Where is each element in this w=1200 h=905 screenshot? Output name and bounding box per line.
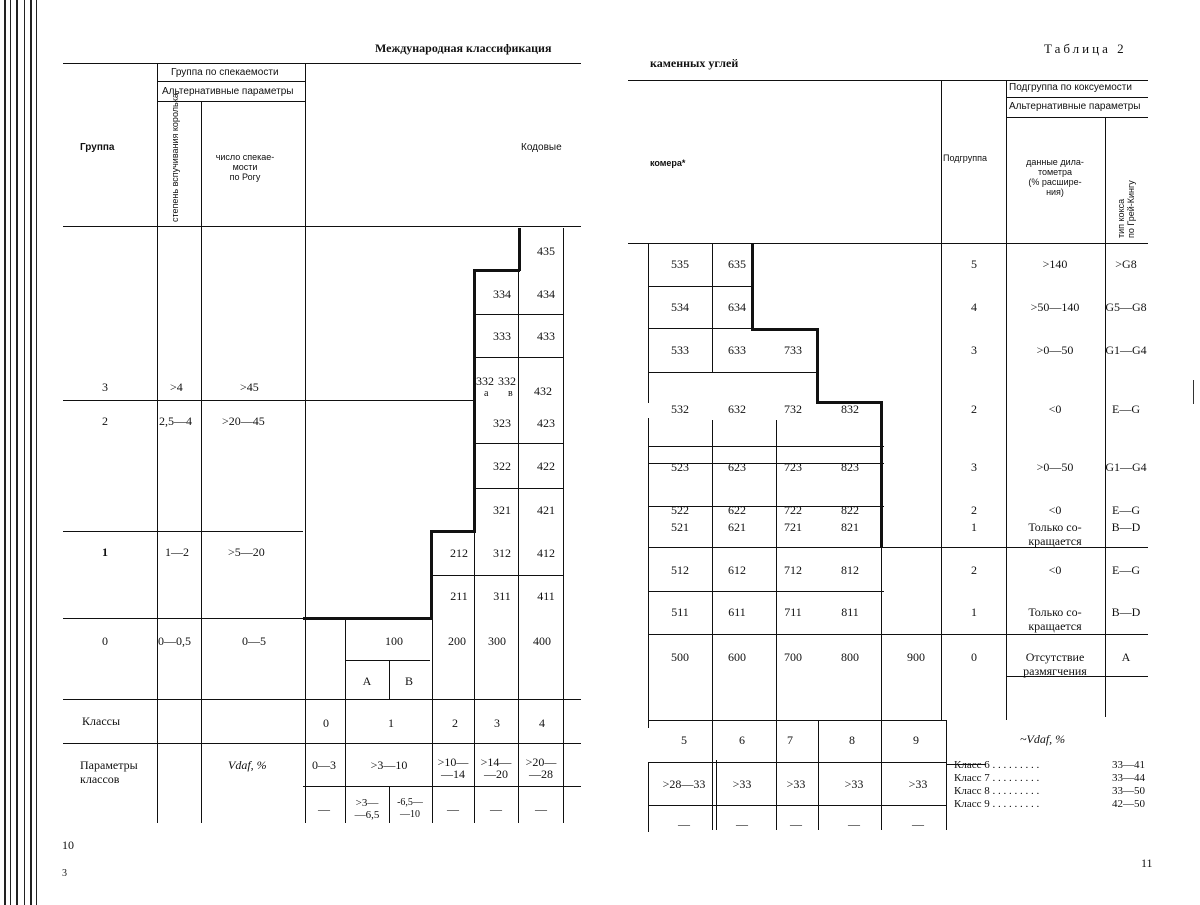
class-param-cell: >33 <box>786 777 806 791</box>
grey-king-cell: G1—G4 <box>1105 460 1147 474</box>
swelling-cell: >4 <box>170 380 183 394</box>
class-param-cell: >3— —6,5 <box>354 797 380 821</box>
roga-cell: 0—5 <box>242 634 266 648</box>
code-cell: 321 <box>493 503 511 517</box>
page-number: 10 <box>62 838 74 852</box>
coke-subgroup-header: Подгруппа по коксуемости <box>1009 82 1132 93</box>
grey-king-cell: G1—G4 <box>1105 343 1147 357</box>
code-cell: 434 <box>537 287 555 301</box>
code-cell: 311 <box>493 589 511 603</box>
class-note-value: 42—50 <box>1112 798 1145 810</box>
code-cell: 322 <box>493 459 511 473</box>
code-cell: 634 <box>728 300 746 314</box>
class-cell: 1 <box>388 716 394 730</box>
classes-label: Классы <box>82 714 121 728</box>
code-cell: 621 <box>728 520 746 534</box>
class-param-cell: — <box>318 802 330 816</box>
swelling-cell: 0—0,5 <box>158 634 191 648</box>
code-cell: 711 <box>784 605 802 619</box>
table-top-rule <box>63 63 581 64</box>
vdaf-label: Vdaf, % <box>228 758 267 772</box>
class-note-value: 33—41 <box>1112 759 1145 771</box>
class-cell: 3 <box>494 716 500 730</box>
class-cell: 9 <box>913 733 919 747</box>
subgroup-cell: 1 <box>971 605 977 619</box>
code-cell: 823 <box>841 460 859 474</box>
subgroup-cell: 5 <box>971 257 977 271</box>
grey-king-cell: B—D <box>1111 520 1141 534</box>
code-cell: 423 <box>537 416 555 430</box>
class-param-cell: — <box>447 802 459 816</box>
code-cell: 421 <box>537 503 555 517</box>
code-cell: 822 <box>841 503 859 517</box>
subgroup-cell: 4 <box>971 300 977 314</box>
code-cell: 733 <box>784 343 802 357</box>
code-cell: 411 <box>537 589 555 603</box>
code-cell: 332 <box>498 374 516 388</box>
subgroup-cell: 2 <box>971 503 977 517</box>
dilatometer-cell: <0 <box>1048 402 1062 416</box>
group-cell: 1 <box>102 545 108 559</box>
dilatometer-cell: <0 <box>1048 563 1062 577</box>
dash-cell: — <box>790 817 802 831</box>
code-cell: 432 <box>534 384 552 398</box>
class-note-value: 33—44 <box>1112 772 1145 784</box>
swelling-degree-header: степень вспучивания королька <box>170 93 180 222</box>
page-header: каменных углей <box>650 56 739 70</box>
chamber-label: комера* <box>650 158 686 168</box>
swelling-cell: 2,5—4 <box>159 414 192 428</box>
code-cell: 332 <box>476 374 494 388</box>
class-note-label: Класс 8 . . . . . . . . . <box>954 785 1040 797</box>
dash-cell: — <box>912 817 924 831</box>
dilatometer-cell: Отсутствие размягчения <box>1023 650 1087 678</box>
code-cell: 433 <box>537 329 555 343</box>
class-param-cell: >33 <box>844 777 864 791</box>
code-cell: 600 <box>728 650 746 664</box>
group-cell: 2 <box>102 414 108 428</box>
roga-cell: >5—20 <box>228 545 265 559</box>
grey-king-cell: E—G <box>1112 503 1140 517</box>
class-note-value: 33—50 <box>1112 785 1145 797</box>
page-number: 11 <box>1141 856 1153 870</box>
code-cell: 721 <box>784 520 802 534</box>
corner-mark: 3 <box>62 868 67 879</box>
code-cell: 700 <box>784 650 802 664</box>
code-cell: 712 <box>784 563 802 577</box>
class-param-cell: 0—3 <box>312 758 336 772</box>
code-cell: 535 <box>671 257 689 271</box>
dash-cell: — <box>736 817 748 831</box>
alt-params-header: Альтернативные параметры <box>162 86 294 97</box>
class-param-cell: >14— —20 <box>480 755 512 781</box>
code-cell: 333 <box>493 329 511 343</box>
swelling-cell: 1—2 <box>165 545 189 559</box>
vdaf-label: ~Vdaf, % <box>1020 732 1066 746</box>
code-cell: 723 <box>784 460 802 474</box>
code-cell: 632 <box>728 402 746 416</box>
code-cell: В <box>404 674 414 688</box>
grey-king-cell: G5—G8 <box>1105 300 1147 314</box>
code-cell: 821 <box>841 520 859 534</box>
code-cell: 521 <box>671 520 689 534</box>
class-param-cell: >10— —14 <box>437 755 469 781</box>
subgroup-cell: 2 <box>971 563 977 577</box>
dilatometer-cell: Только со- кращается <box>1028 520 1082 548</box>
group-cell: 0 <box>102 634 108 648</box>
roga-index-header: число спекае- мости по Рогу <box>215 152 275 182</box>
grey-king-cell: A <box>1121 650 1131 664</box>
code-header: Кодовые <box>521 142 562 153</box>
dilatometer-cell: Только со- кращается <box>1028 605 1082 633</box>
code-cell: 612 <box>728 563 746 577</box>
subgroup-header: Подгруппа <box>943 153 987 163</box>
grey-king-cell: >G8 <box>1115 257 1137 271</box>
class-cell: 6 <box>739 733 745 747</box>
code-cell: 100 <box>385 634 403 648</box>
dilatometer-cell: <0 <box>1048 503 1062 517</box>
page-header: Международная классификация <box>375 41 552 55</box>
right-page <box>600 0 1200 905</box>
grey-king-cell: E—G <box>1112 563 1140 577</box>
alt-params-header: Альтернативные параметры <box>1009 101 1141 112</box>
class-param-cell: — <box>535 802 547 816</box>
class-param-cell: — <box>490 802 502 816</box>
code-cell: 512 <box>671 563 689 577</box>
code-cell: 500 <box>671 650 689 664</box>
class-param-cell: >20— —28 <box>525 755 557 781</box>
dilatometer-cell: >50—140 <box>1030 300 1080 314</box>
dilatometer-cell: >140 <box>1042 257 1068 271</box>
code-cell: 800 <box>841 650 859 664</box>
dilatometer-cell: >0—50 <box>1036 343 1074 357</box>
edge-mark <box>1193 380 1194 404</box>
code-cell: 334 <box>493 287 511 301</box>
grey-king-cell: B—D <box>1111 605 1141 619</box>
class-cell: 7 <box>787 733 793 747</box>
code-cell: 633 <box>728 343 746 357</box>
code-cell: 200 <box>448 634 466 648</box>
group-cell: 3 <box>102 380 108 394</box>
roga-cell: >20—45 <box>222 414 265 428</box>
code-cell: 422 <box>537 459 555 473</box>
code-cell: 511 <box>671 605 689 619</box>
dash-cell: — <box>848 817 860 831</box>
subgroup-cell: 2 <box>971 402 977 416</box>
code-cell: 533 <box>671 343 689 357</box>
code-cell: 532 <box>671 402 689 416</box>
code-cell: 635 <box>728 257 746 271</box>
code-cell: 623 <box>728 460 746 474</box>
class-cell: 8 <box>849 733 855 747</box>
subgroup-cell: 1 <box>971 520 977 534</box>
code-cell: 212 <box>450 546 468 560</box>
class-note-label: Класс 6 . . . . . . . . . <box>954 759 1040 771</box>
code-subcell: в <box>508 388 513 399</box>
table-top-rule <box>628 80 1148 81</box>
dilatometer-cell: >0—50 <box>1036 460 1074 474</box>
class-param-cell: >33 <box>908 777 928 791</box>
class-cell: 5 <box>681 733 687 747</box>
class-cell: 4 <box>539 716 545 730</box>
class-param-cell: >28—33 <box>662 777 706 791</box>
code-cell: А <box>362 674 372 688</box>
class-cell: 2 <box>452 716 458 730</box>
dash-cell: — <box>678 817 690 831</box>
code-cell: 300 <box>488 634 506 648</box>
code-cell: 622 <box>728 503 746 517</box>
class-param-cell: >3—10 <box>370 758 408 772</box>
grey-king-header: тип кокса по Грей-Кингу <box>1116 180 1136 238</box>
group-header: Группа <box>80 142 115 153</box>
code-cell: 811 <box>841 605 859 619</box>
dilatometer-header: данные дила- тометра (% расшире- ния) <box>1026 157 1084 197</box>
code-cell: 412 <box>537 546 555 560</box>
code-cell: 812 <box>841 563 859 577</box>
code-cell: 435 <box>537 244 555 258</box>
class-note-label: Класс 7 . . . . . . . . . <box>954 772 1040 784</box>
class-cell: 0 <box>323 716 329 730</box>
code-cell: 323 <box>493 416 511 430</box>
code-subcell: а <box>484 388 489 399</box>
subgroup-cell: 3 <box>971 343 977 357</box>
class-note-label: Класс 9 . . . . . . . . . <box>954 798 1040 810</box>
grey-king-cell: E—G <box>1112 402 1140 416</box>
class-param-cell: >33 <box>732 777 752 791</box>
code-cell: 611 <box>728 605 746 619</box>
code-cell: 522 <box>671 503 689 517</box>
code-cell: 722 <box>784 503 802 517</box>
code-cell: 312 <box>493 546 511 560</box>
code-cell: 400 <box>533 634 551 648</box>
caking-group-header: Группа по спекаемости <box>171 67 279 78</box>
code-cell: 211 <box>450 589 468 603</box>
subgroup-cell: 3 <box>971 460 977 474</box>
class-params-label: Параметры классов <box>80 758 138 786</box>
code-cell: 534 <box>671 300 689 314</box>
code-cell: 832 <box>841 402 859 416</box>
class-param-cell: -6,5— —10 <box>397 797 423 820</box>
roga-cell: >45 <box>240 380 259 394</box>
code-cell: 732 <box>784 402 802 416</box>
code-cell: 900 <box>907 650 925 664</box>
table-title: Таблица 2 <box>1044 41 1127 56</box>
subgroup-cell: 0 <box>971 650 977 664</box>
code-cell: 523 <box>671 460 689 474</box>
